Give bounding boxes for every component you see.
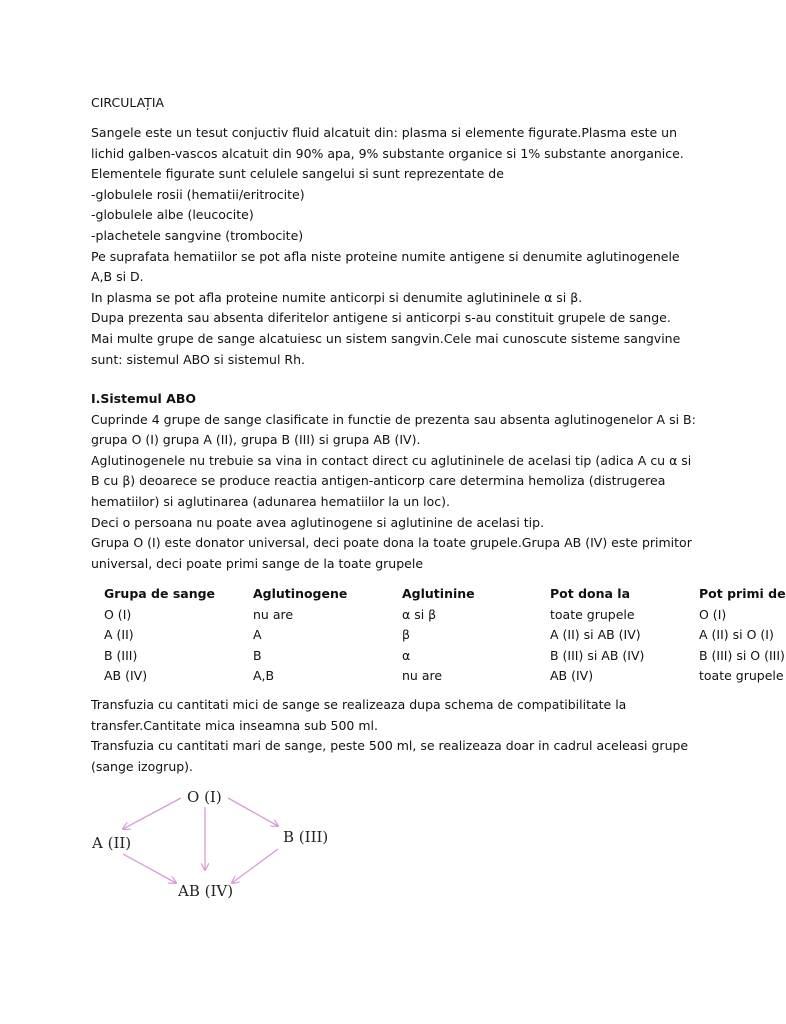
text-line: -globulele rosii (hematii/eritrocite) xyxy=(91,186,305,202)
text-line: Pe suprafata hematiilor se pot afla niste proteine numite antigene si denumite aglutinogenele xyxy=(91,248,680,264)
compatibility-diagram xyxy=(78,782,338,912)
text-line: -plachetele sangvine (trombocite) xyxy=(91,227,304,243)
text-line: sunt: sistemul ABO si sistemul Rh. xyxy=(91,351,305,367)
arrow-a-to-ab xyxy=(123,854,176,883)
table-cell: O (I) xyxy=(699,606,727,622)
table-cell: nu are xyxy=(253,606,294,622)
text-line: Deci o persoana nu poate avea aglutinogene si aglutinine de acelasi tip. xyxy=(91,514,545,530)
text-line: Dupa prezenta sau absenta diferitelor antigene si anticorpi s-au constituit grupele de sange. xyxy=(91,310,671,326)
table-header: Pot dona la xyxy=(550,586,631,601)
table-header: Pot primi de xyxy=(699,586,786,601)
text-line: Mai multe grupe de sange alcatuiesc un sistem sangvin.Cele mai cunoscute sisteme sangvine xyxy=(91,330,681,346)
text-line: lichid galben-vascos alcatuit din 90% apa, 9% substante organice si 1% substante anorganice. xyxy=(91,145,684,161)
arrow-o-to-b xyxy=(228,798,278,826)
text-line: Sangele este un tesut conjuctiv fluid alcatuit din: plasma si elemente figurate.Plasma este un xyxy=(91,125,678,140)
node-b: B (III) xyxy=(283,828,329,846)
table-cell: O (I) xyxy=(104,606,132,622)
text-line: -globulele albe (leucocite) xyxy=(91,207,254,223)
table-cell: toate grupele xyxy=(699,668,784,684)
node-a: A (II) xyxy=(92,834,132,852)
table-cell: A (II) xyxy=(104,627,134,643)
table-cell: nu are xyxy=(402,668,443,684)
table-cell: A xyxy=(253,627,262,643)
text-line: Cuprinde 4 grupe de sange clasificate in functie de prezenta sau absenta aglutinogenelor A si B: xyxy=(91,411,696,427)
table-cell: A (II) si O (I) xyxy=(699,627,774,643)
transfusion-paragraph xyxy=(91,695,763,777)
text-line: Elementele figurate sunt celulele sangelui si sunt reprezentate de xyxy=(91,166,504,182)
abo-section xyxy=(91,389,763,574)
table-cell: A (II) si AB (IV) xyxy=(550,627,641,643)
text-line: A,B si D. xyxy=(91,269,144,285)
text-line: B cu β) deoarece se produce reactia antigen-anticorp care determina hemoliza (distrugerea xyxy=(91,473,666,489)
table-cell: B xyxy=(253,647,262,663)
text-line: universal, deci poate primi sange de la toate grupele xyxy=(91,555,424,571)
text-line: hematiilor) si aglutinarea (adunarea hematiilor la un loc). xyxy=(91,493,450,509)
node-o: O (I) xyxy=(187,788,222,806)
table-cell: B (III) si O (III) xyxy=(699,647,785,663)
table-cell: B (III) si AB (IV) xyxy=(550,647,645,663)
intro-paragraph xyxy=(91,123,763,370)
text-line: Grupa O (I) este donator universal, deci poate dona la toate grupele.Grupa AB (IV) este primitor xyxy=(91,535,692,551)
node-ab: AB (IV) xyxy=(178,882,234,900)
table-header: Aglutinogene xyxy=(253,586,348,601)
arrow-o-to-a xyxy=(123,798,181,829)
page-title: CIRCULAȚIA xyxy=(91,95,165,110)
table-header: Grupa de sange xyxy=(104,586,216,601)
table-cell: AB (IV) xyxy=(550,668,594,684)
table-cell: β xyxy=(402,627,410,643)
table-cell: toate grupele xyxy=(550,606,635,622)
table-cell: B (III) xyxy=(104,647,138,663)
text-line: Transfuzia cu cantitati mici de sange se realizeaza dupa schema de compatibilitate la xyxy=(91,697,627,712)
text-line: transfer.Cantitate mica inseamna sub 500 ml. xyxy=(91,717,378,733)
section-heading: I.Sistemul ABO xyxy=(91,391,196,406)
table-cell: α si β xyxy=(402,606,437,622)
arrow-b-to-ab xyxy=(232,849,278,883)
text-line: Transfuzia cu cantitati mari de sange, peste 500 ml, se realizeaza doar in cadrul aceleasi grupe xyxy=(91,738,689,754)
text-line: (sange izogrup). xyxy=(91,758,194,774)
table-header: Aglutinine xyxy=(402,586,475,601)
table-cell: AB (IV) xyxy=(104,668,148,684)
text-line: grupa O (I) grupa A (II), grupa B (III) si grupa AB (IV). xyxy=(91,432,421,448)
table-cell: A,B xyxy=(253,668,275,684)
table-cell: α xyxy=(402,647,411,663)
text-line: In plasma se pot afla proteine numite anticorpi si denumite aglutininele α si β. xyxy=(91,289,583,305)
text-line: Aglutinogenele nu trebuie sa vina in contact direct cu aglutininele de acelasi tip (adica A cu α si xyxy=(91,452,692,468)
